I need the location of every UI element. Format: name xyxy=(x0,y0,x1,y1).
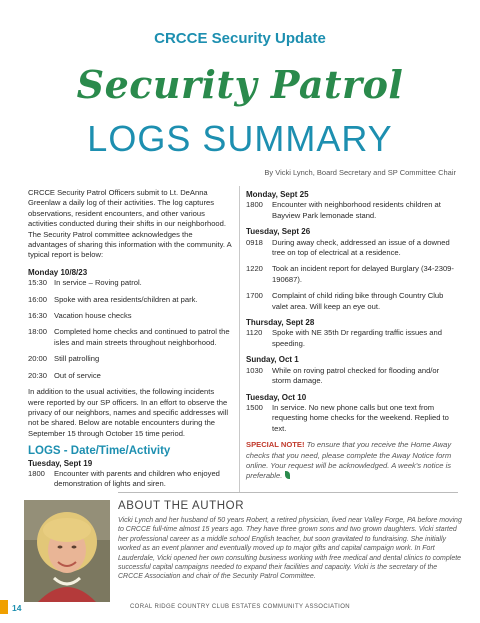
log-entry xyxy=(28,354,232,364)
script-title: Security Patrol xyxy=(76,62,404,107)
sample-log xyxy=(28,278,232,381)
log-time: 1500 xyxy=(246,402,263,412)
log-text: Vacation house checks xyxy=(54,311,132,321)
about-heading: ABOUT THE AUTHOR xyxy=(118,500,245,512)
addition-paragraph: In addition to the usual activities, the following incidents were reported by our SP officers. In an effort to observe the privacy of our neighbors, names and specific addresses will not be shared. Below are notable encounters during the September 15 through October 15 time period. xyxy=(28,387,229,438)
left-column xyxy=(28,188,232,496)
leaf-icon xyxy=(285,471,290,479)
log-text: Encounter with neighborhood residents children at Bayview Park lemonade stand. xyxy=(272,200,441,220)
day-heading: Tuesday, Sept 19 xyxy=(28,458,93,468)
byline: By Vicki Lynch, Board Secretary and SP Committee Chair xyxy=(264,168,456,177)
log-time: 1700 xyxy=(246,291,263,301)
log-text: Spoke with NE 35th Dr regarding traffic issues and speeding. xyxy=(272,328,442,348)
log-time: 15:30 xyxy=(28,278,48,288)
log-time: 1030 xyxy=(246,365,263,375)
day-heading: Tuesday, Oct 10 xyxy=(246,392,307,402)
log-text: During away check, addressed an issue of a downed tree on top of electrical at a residence. xyxy=(272,237,450,258)
log-time: 1220 xyxy=(246,264,263,274)
day-heading: Tuesday, Sept 26 xyxy=(246,227,311,237)
special-note-label: SPECIAL NOTE! xyxy=(246,440,305,450)
log-text: Encounter with parents and children who enjoyed demonstration of lights and siren. xyxy=(54,468,220,489)
logs-heading: LOGS - Date/Time/Activity xyxy=(28,445,171,458)
log-entry xyxy=(28,371,232,381)
log-time: 16:30 xyxy=(28,311,48,321)
publication-name: CORAL RIDGE COUNTRY CLUB ESTATES COMMUNITY ASSOCIATION xyxy=(129,604,351,610)
log-entry xyxy=(246,238,460,259)
sample-day-heading: Monday 10/8/23 xyxy=(28,267,88,277)
log-time: 20:00 xyxy=(28,354,48,364)
about-divider xyxy=(118,492,458,493)
day-heading: Sunday, Oct 1 xyxy=(246,355,299,365)
log-time: 18:00 xyxy=(28,327,48,337)
log-time: 20:30 xyxy=(28,370,48,380)
main-title: LOGS SUMMARY xyxy=(87,118,393,159)
intro-paragraph: CRCCE Security Patrol Officers submit to Lt. DeAnna Greenlaw a daily log of their activities. The log captures observations, resident encounters, and other various activities conducted during their shifts in our neighborhood. The Security Patrol committee acknowledges the advantages of sharing this information with the community. A typical report is below: xyxy=(28,188,232,260)
log-entry xyxy=(246,264,460,285)
log-time: 1800 xyxy=(28,468,45,478)
log-time: 16:00 xyxy=(28,294,48,304)
day-heading: Thursday, Sept 28 xyxy=(246,318,315,328)
log-entry xyxy=(246,291,460,312)
portrait-illustration xyxy=(24,500,110,602)
log-entry xyxy=(246,328,460,349)
log-entry xyxy=(28,327,232,348)
log-text: Took an incident report for delayed Burglary (34-2309-190687). xyxy=(272,264,454,284)
column-divider xyxy=(239,186,240,492)
page-number: 14 xyxy=(12,603,22,613)
log-entry xyxy=(28,278,232,288)
log-entry xyxy=(28,311,232,321)
log-time: 1120 xyxy=(246,328,263,338)
log-time: 1800 xyxy=(246,200,263,210)
log-text: In service. No new phone calls but one text from requesting home checks for the weekend. Replied to text. xyxy=(272,402,449,433)
author-bio: Vicki Lynch and her husband of 50 years Robert, a retired physician, lived near Valley Forge, PA before moving to CRCCE full-time almost 15 years ago. They have three grown sons and two grown daughters. Vicki started her professional career as a middle school English teacher, but soon gravitated to fundraising. She initially worked as an event planner and eventually moved up to major gifts and capital campaign work. In Fort Lauderdale, Vicki opened her own consulting business working with free medical and dental clinics to complete successful capital campaigns needed to expand their facilities and capacity. Vicki is the secretary of the CRCCE Association and chair of the Security Patrol Committee. xyxy=(118,517,462,581)
special-note xyxy=(246,440,460,482)
log-text: Completed home checks and continued to patrol the isles and main streets throughout neighborhood. xyxy=(54,327,230,347)
log-text: While on roving patrol checked for flooding and/or storm damage. xyxy=(272,365,440,386)
log-entry xyxy=(28,295,232,305)
log-text: Out of service xyxy=(54,370,101,380)
log-text: Complaint of child riding bike through Country Club valet area. Will keep an eye out. xyxy=(272,291,444,311)
author-photo xyxy=(24,500,110,602)
right-column xyxy=(246,188,460,489)
log-entry xyxy=(28,469,232,490)
log-entry xyxy=(246,403,460,434)
day-heading: Monday, Sept 25 xyxy=(246,190,309,199)
log-text: Still patrolling xyxy=(54,354,100,364)
log-time: 0918 xyxy=(246,237,263,247)
kicker-title: CRCCE Security Update xyxy=(154,30,326,47)
log-text: In service – Roving patrol. xyxy=(54,278,142,288)
log-text: Spoke with area residents/children at park. xyxy=(54,294,198,304)
special-note-text: To ensure that you receive the Home Away checks that you need, please complete the Away Notice form online. Your request will be acknowledged. A week's notice is preferable. xyxy=(246,440,452,481)
log-entry xyxy=(246,200,460,221)
log-entry xyxy=(246,366,460,387)
